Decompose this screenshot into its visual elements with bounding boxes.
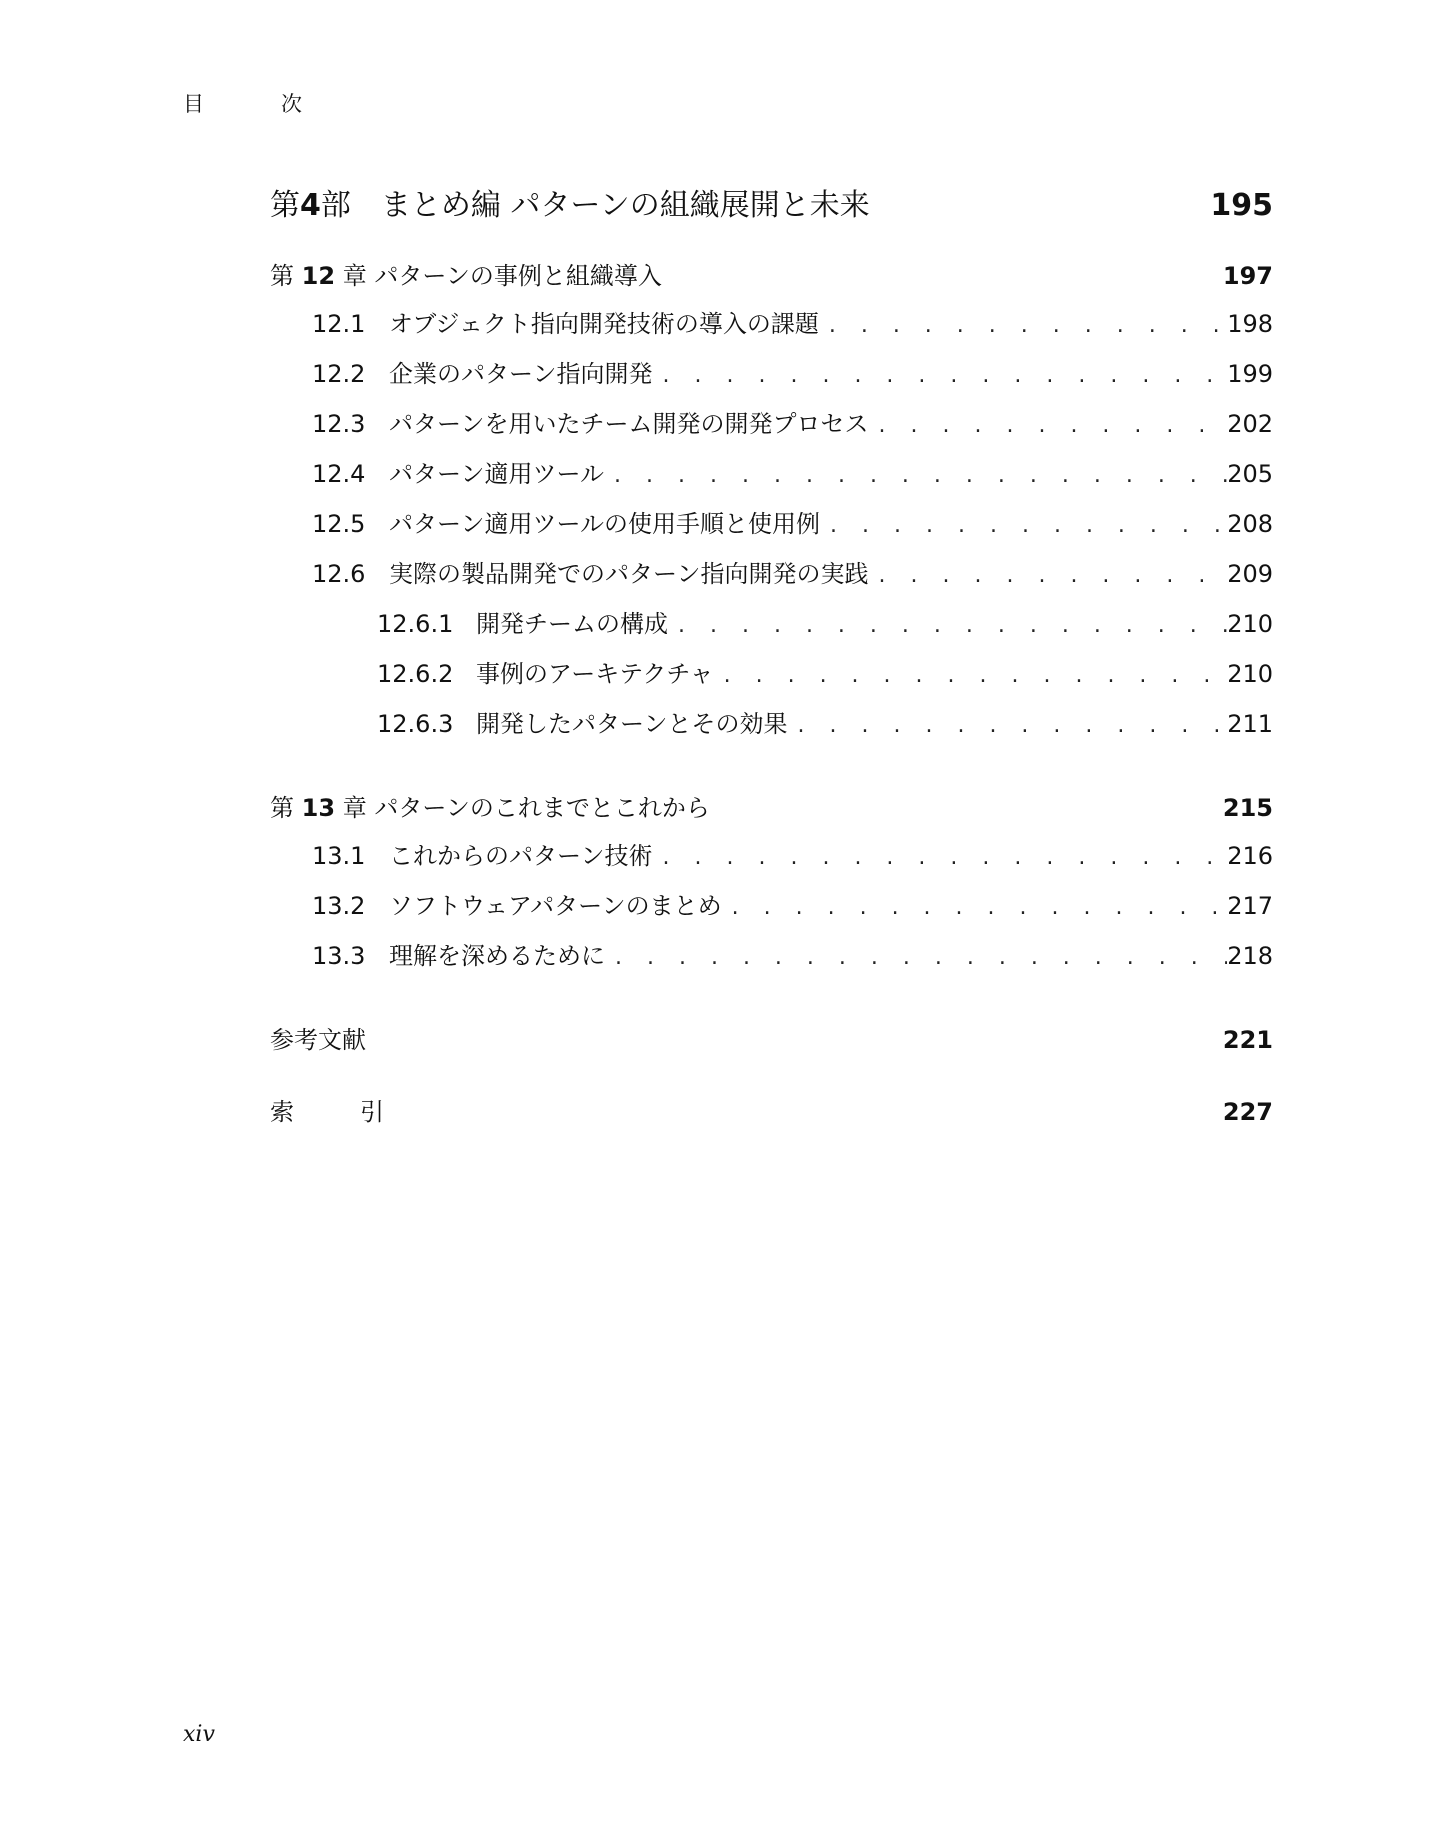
subsection-page: 211 bbox=[1227, 710, 1273, 738]
section-number: 13.3 bbox=[312, 942, 366, 970]
section-title: ソフトウェアパターンのまとめ bbox=[389, 892, 722, 920]
dot-leader bbox=[798, 713, 1228, 738]
section-title: 理解を深めるために bbox=[389, 942, 605, 970]
toc-entry-12-6-1[interactable] bbox=[270, 604, 1273, 654]
section-title: オブジェクト指向開発技術の導入の課題 bbox=[389, 310, 819, 338]
dot-leader bbox=[615, 945, 1227, 970]
section-number: 13.1 bbox=[312, 842, 366, 870]
section-number: 12.3 bbox=[312, 410, 366, 438]
dot-leader bbox=[879, 563, 1228, 588]
chapter-page: 197 bbox=[1222, 262, 1273, 290]
index-title: 索 引 bbox=[270, 1098, 390, 1126]
section-number: 12.4 bbox=[312, 460, 366, 488]
toc-entry-12-4[interactable] bbox=[270, 454, 1273, 504]
references-heading[interactable] bbox=[270, 1020, 1273, 1058]
toc-entry-12-5[interactable] bbox=[270, 504, 1273, 554]
subsection-page: 210 bbox=[1227, 660, 1273, 688]
section-page: 198 bbox=[1227, 310, 1273, 338]
section-title: 実際の製品開発でのパターン指向開発の実践 bbox=[389, 560, 869, 588]
toc-entry-12-6-2[interactable] bbox=[270, 654, 1273, 704]
references-page: 221 bbox=[1222, 1026, 1273, 1054]
chapter-13-heading[interactable] bbox=[270, 788, 1273, 826]
toc-entry-13-2[interactable] bbox=[270, 886, 1273, 936]
toc-entry-13-3[interactable] bbox=[270, 936, 1273, 986]
subsection-number: 12.6.3 bbox=[377, 710, 454, 738]
index-page: 227 bbox=[1222, 1098, 1273, 1126]
dot-leader bbox=[829, 313, 1227, 338]
chapter-title: 第 12 章 パターンの事例と組織導入 bbox=[270, 262, 662, 290]
section-title: これからのパターン技術 bbox=[389, 842, 653, 870]
section-number: 12.5 bbox=[312, 510, 366, 538]
subsection-title: 開発チームの構成 bbox=[476, 610, 668, 638]
subsection-page: 210 bbox=[1227, 610, 1273, 638]
table-of-contents bbox=[270, 180, 1273, 1140]
dot-leader bbox=[724, 663, 1228, 688]
dot-leader bbox=[663, 845, 1228, 870]
section-page: 218 bbox=[1227, 942, 1273, 970]
dot-leader bbox=[830, 513, 1227, 538]
running-head: 目 次 bbox=[183, 92, 330, 116]
toc-entry-12-2[interactable] bbox=[270, 354, 1273, 404]
subsection-number: 12.6.1 bbox=[377, 610, 454, 638]
section-number: 12.2 bbox=[312, 360, 366, 388]
section-page: 205 bbox=[1227, 460, 1273, 488]
section-page: 208 bbox=[1227, 510, 1273, 538]
part-page: 195 bbox=[1210, 188, 1273, 223]
dot-leader bbox=[678, 613, 1227, 638]
dot-leader bbox=[663, 363, 1228, 388]
section-title: パターン適用ツールの使用手順と使用例 bbox=[389, 510, 821, 538]
section-number: 13.2 bbox=[312, 892, 366, 920]
section-page: 217 bbox=[1227, 892, 1273, 920]
toc-entry-12-1[interactable] bbox=[270, 304, 1273, 354]
chapter-page: 215 bbox=[1222, 794, 1273, 822]
section-title: パターンを用いたチーム開発の開発プロセス bbox=[389, 410, 869, 438]
section-page: 216 bbox=[1227, 842, 1273, 870]
toc-entry-12-3[interactable] bbox=[270, 404, 1273, 454]
dot-leader bbox=[732, 895, 1228, 920]
subsection-number: 12.6.2 bbox=[377, 660, 454, 688]
toc-entry-13-1[interactable] bbox=[270, 836, 1273, 886]
part-title: 第4部 まとめ編 パターンの組織展開と未来 bbox=[270, 188, 870, 223]
section-page: 209 bbox=[1227, 560, 1273, 588]
part-heading[interactable] bbox=[270, 180, 1273, 230]
chapter-title: 第 13 章 パターンのこれまでとこれから bbox=[270, 794, 710, 822]
section-title: 企業のパターン指向開発 bbox=[389, 360, 653, 388]
section-page: 202 bbox=[1227, 410, 1273, 438]
section-number: 12.1 bbox=[312, 310, 366, 338]
toc-entry-12-6[interactable] bbox=[270, 554, 1273, 604]
index-heading[interactable] bbox=[270, 1092, 1273, 1130]
subsection-title: 開発したパターンとその効果 bbox=[476, 710, 788, 738]
dot-leader bbox=[614, 463, 1227, 488]
references-title: 参考文献 bbox=[270, 1026, 366, 1054]
section-title: パターン適用ツール bbox=[389, 460, 605, 488]
section-page: 199 bbox=[1227, 360, 1273, 388]
subsection-title: 事例のアーキテクチャ bbox=[476, 660, 714, 688]
section-number: 12.6 bbox=[312, 560, 366, 588]
dot-leader bbox=[879, 413, 1228, 438]
page-folio: xiv bbox=[183, 1722, 215, 1747]
chapter-12-heading[interactable] bbox=[270, 256, 1273, 294]
toc-entry-12-6-3[interactable] bbox=[270, 704, 1273, 754]
